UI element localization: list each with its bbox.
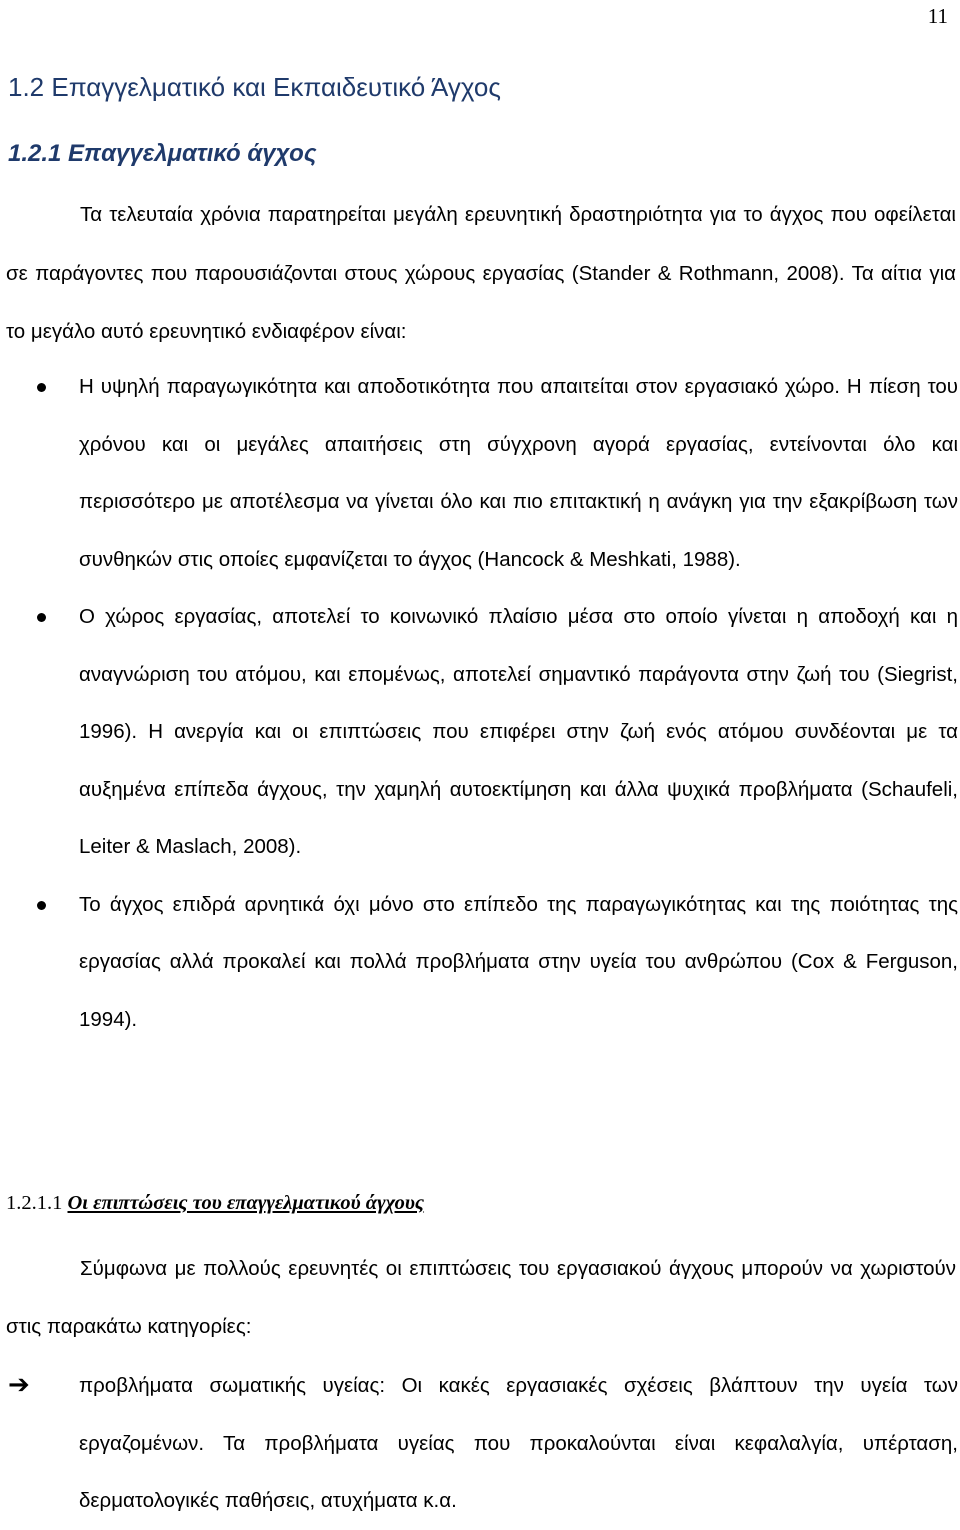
intro-text: Τα τελευταία χρόνια παρατηρείται μεγάλη ερευνητική δραστηριότητα για το άγχος που οφείλεται σε παράγοντες που παρουσιάζονται στους χώρους εργασίας (Stander & Rothmann, 2008). Τα αίτια για το μεγάλο αυτό ερευνητικό ενδιαφέρον είναι: xyxy=(6,203,956,343)
consequences-intro-paragraph xyxy=(6,1240,956,1355)
list-item-text: Ο χώρος εργασίας, αποτελεί το κοινωνικό πλαίσιο μέσα στο οποίο γίνεται η αποδοχή και η αναγνώριση του ατόμου, και επομένως, αποτελεί σημαντικό παράγοντα στην ζωή του (Siegrist, 1996). Η ανεργία και οι επιπτώσεις που επιφέρει στην ζωή ενός ατόμου συνδέονται με τα αυξημένα επίπεδα άγχους, την χαμηλή αυτοεκτίμηση και άλλα ψυχικά προβλήματα (Schaufeli, Leiter & Maslach, 2008). xyxy=(79,605,958,858)
subsubsection-number: 1.2.1.1 xyxy=(6,1192,63,1214)
bullet-icon xyxy=(37,613,46,622)
list-item xyxy=(0,876,958,1049)
intro-paragraph xyxy=(6,186,956,362)
consequences-intro-text: Σύμφωνα με πολλούς ερευνητές οι επιπτώσεις του εργασιακού άγχους μπορούν να χωριστούν στις παρακάτω κατηγορίες: xyxy=(6,1257,956,1338)
list-item-text: Το άγχος επιδρά αρνητικά όχι μόνο στο επίπεδο της παραγωγικότητας και της ποιότητας της εργασίας αλλά προκαλεί και πολλά προβλήματα στην υγεία του ανθρώπου (Cox & Ferguson, 1994). xyxy=(79,892,958,1031)
arrow-right-icon: ➔ xyxy=(8,1370,30,1400)
list-item xyxy=(0,1357,958,1530)
subsubsection-title: Οι επιπτώσεις του επαγγελματικού άγχους xyxy=(67,1192,425,1214)
page-number: 11 xyxy=(927,4,948,28)
subsubsection-heading xyxy=(6,1192,424,1215)
list-item-text: Η υψηλή παραγωγικότητα και αποδοτικότητα που απαιτείται στον εργασιακό χώρο. Η πίεση του χρόνου και οι μεγάλες απαιτήσεις στη σύγχρονη αγορά εργασίας, εντείνονται όλο και περισσότερο με αποτέλεσμα να γίνεται όλο και πιο επιτακτική η ανάγκη για την εξακρίβωση των συνθηκών στις οποίες εμφανίζεται το άγχος (Hancock & Meshkati, 1988). xyxy=(79,375,958,571)
causes-list xyxy=(0,358,958,1048)
consequences-list xyxy=(0,1357,958,1530)
list-item xyxy=(0,358,958,588)
list-item-text: προβλήματα σωματικής υγείας: Οι κακές εργασιακές σχέσεις βλάπτουν την υγεία των εργαζομένων. Τα προβλήματα υγείας που προκαλούνται είναι κεφαλαλγία, υπέρταση, δερματολογικές παθήσεις, ατυχήματα κ.α. xyxy=(79,1374,958,1512)
bullet-icon xyxy=(37,901,46,910)
subsection-heading: 1.2.1 Επαγγελματικό άγχος xyxy=(8,140,317,167)
section-heading: 1.2 Επαγγελματικό και Εκπαιδευτικό Άγχος xyxy=(8,72,501,102)
list-item xyxy=(0,588,958,876)
bullet-icon xyxy=(37,383,46,392)
